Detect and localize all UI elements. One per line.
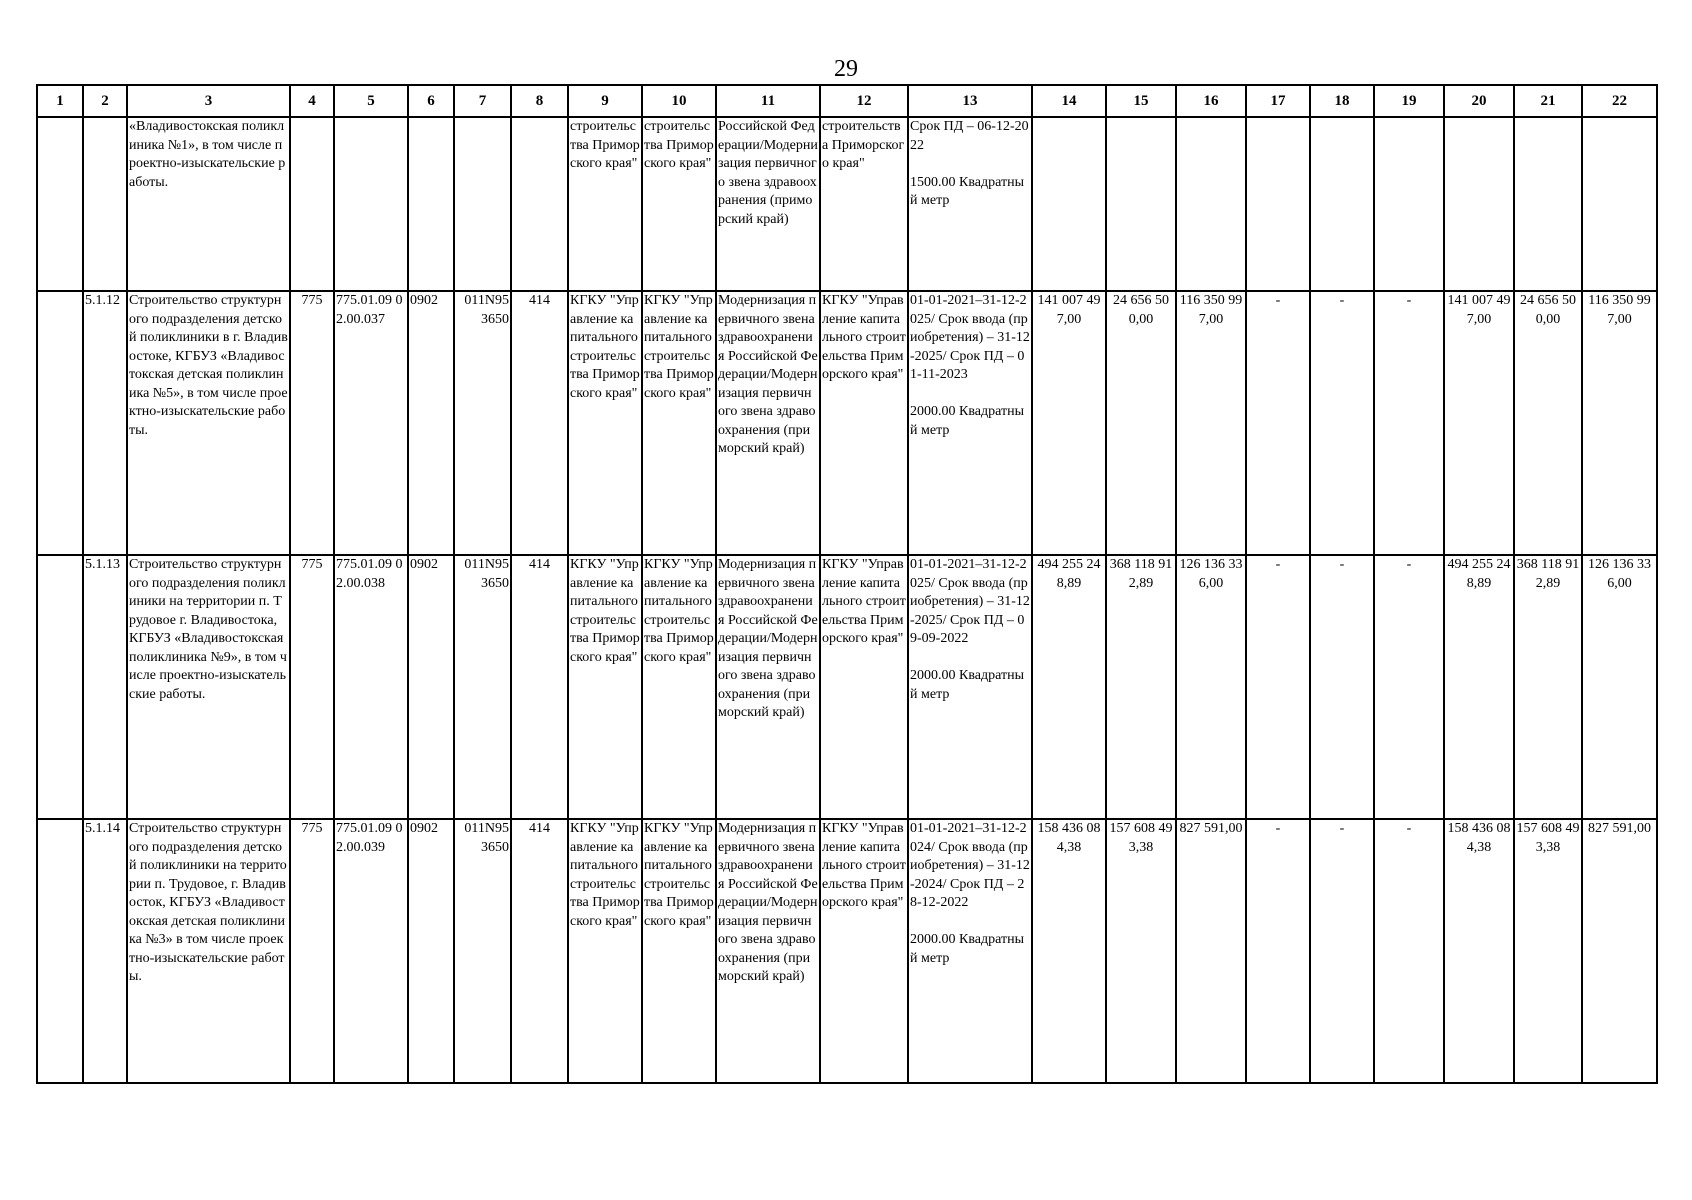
cell-col14: 158 436 084,38: [1032, 819, 1106, 1083]
cell-item-code: 5.1.14: [83, 819, 127, 1083]
cell-col5: [334, 117, 408, 291]
cell-col13: Срок ПД – 06-12-2022 1500.00 Квадратный метр: [908, 117, 1032, 291]
column-header: 8: [511, 85, 568, 117]
cell-col7: 011N95 3650: [454, 555, 511, 819]
cell-col22: [1582, 117, 1657, 291]
cell-col6: [408, 117, 454, 291]
column-header: 12: [820, 85, 908, 117]
cell-col11: Российской Федерации/Модернизация первичного звена здравоохранения (приморский край): [716, 117, 820, 291]
table-row: [37, 291, 1657, 555]
column-header: 16: [1176, 85, 1246, 117]
table-row: [37, 555, 1657, 819]
cell-col13: 01-01-2021–31-12-2025/ Срок ввода (приобретения) – 31-12-2025/ Срок ПД – 09-09-2022 2000.00 Квадратный метр: [908, 555, 1032, 819]
column-header: 1: [37, 85, 83, 117]
cell-object-name: Строительство структурного подразделения детской поликлиники на территории п. Трудовое, г. Владивосток, КГБУЗ «Владивостокская детская поликлиника №3» в том числе проектно-изыскательские работы.: [127, 819, 290, 1083]
table-row: [37, 819, 1657, 1083]
cell-col7: [454, 117, 511, 291]
cell-object-name: «Владивостокская поликлиника №1», в том числе проектно-изыскательские работы.: [127, 117, 290, 291]
cell-col22: 126 136 336,00: [1582, 555, 1657, 819]
cell-col17: -: [1246, 819, 1310, 1083]
cell-col9: КГКУ "Управление капитального строительства Приморского края": [568, 291, 642, 555]
cell-col4: 775: [290, 291, 334, 555]
cell-col16: 827 591,00: [1176, 819, 1246, 1083]
cell-object-name: Строительство структурного подразделения детской поликлиники в г. Владивостоке, КГБУЗ «Владивостокская детская поликлиника №5», в том числе проектно-изыскательские работы.: [127, 291, 290, 555]
cell-col19: -: [1374, 555, 1444, 819]
cell-col20: 141 007 497,00: [1444, 291, 1514, 555]
cell-col20: [1444, 117, 1514, 291]
column-header: 19: [1374, 85, 1444, 117]
cell-col4: 775: [290, 819, 334, 1083]
cell-col14: [1032, 117, 1106, 291]
cell-col5: 775.01.09 02.00.037: [334, 291, 408, 555]
cell-col19: -: [1374, 819, 1444, 1083]
cell-col15: [1106, 117, 1176, 291]
cell-col22: 116 350 997,00: [1582, 291, 1657, 555]
cell-col9: КГКУ "Управление капитального строительства Приморского края": [568, 819, 642, 1083]
cell-col19: [1374, 117, 1444, 291]
cell-col18: -: [1310, 291, 1374, 555]
cell-col8: [511, 117, 568, 291]
column-header: 22: [1582, 85, 1657, 117]
cell-col8: 414: [511, 555, 568, 819]
cell-col16: 116 350 997,00: [1176, 291, 1246, 555]
cell-col15: 368 118 912,89: [1106, 555, 1176, 819]
cell-col12: строительства Приморского края": [820, 117, 908, 291]
cell-num: [37, 117, 83, 291]
cell-col10: строительства Приморского края": [642, 117, 716, 291]
cell-col8: 414: [511, 291, 568, 555]
cell-col18: -: [1310, 819, 1374, 1083]
cell-col14: 141 007 497,00: [1032, 291, 1106, 555]
cell-col10: КГКУ "Управление капитального строительства Приморского края": [642, 555, 716, 819]
cell-col16: [1176, 117, 1246, 291]
cell-col6: 0902: [408, 555, 454, 819]
cell-col12: КГКУ "Управление капитального строительства Приморского края": [820, 291, 908, 555]
cell-col18: [1310, 117, 1374, 291]
table-row: [37, 117, 1657, 291]
cell-col9: КГКУ "Управление капитального строительства Приморского края": [568, 555, 642, 819]
cell-col21: [1514, 117, 1582, 291]
cell-col22: 827 591,00: [1582, 819, 1657, 1083]
column-header: 20: [1444, 85, 1514, 117]
cell-col20: 494 255 248,89: [1444, 555, 1514, 819]
cell-col13: 01-01-2021–31-12-2025/ Срок ввода (приобретения) – 31-12-2025/ Срок ПД – 01-11-2023 2000.00 Квадратный метр: [908, 291, 1032, 555]
cell-col12: КГКУ "Управление капитального строительства Приморского края": [820, 819, 908, 1083]
cell-col21: 368 118 912,89: [1514, 555, 1582, 819]
cell-col11: Модернизация первичного звена здравоохранения Российской Федерации/Модернизация первичного звена здравоохранения (приморский край): [716, 291, 820, 555]
cell-col8: 414: [511, 819, 568, 1083]
cell-col13: 01-01-2021–31-12-2024/ Срок ввода (приобретения) – 31-12-2024/ Срок ПД – 28-12-2022 2000.00 Квадратный метр: [908, 819, 1032, 1083]
cell-col11: Модернизация первичного звена здравоохранения Российской Федерации/Модернизация первичного звена здравоохранения (приморский край): [716, 819, 820, 1083]
column-header: 6: [408, 85, 454, 117]
cell-col7: 011N95 3650: [454, 819, 511, 1083]
column-header: 15: [1106, 85, 1176, 117]
cell-col17: -: [1246, 291, 1310, 555]
column-header: 3: [127, 85, 290, 117]
cell-object-name: Строительство структурного подразделения поликлиники на территории п. Трудовое г. Владивостока, КГБУЗ «Владивостокская поликлиника №9», в том числе проектно-изыскательские работы.: [127, 555, 290, 819]
cell-item-code: 5.1.12: [83, 291, 127, 555]
column-header: 17: [1246, 85, 1310, 117]
cell-col4: 775: [290, 555, 334, 819]
column-header: 10: [642, 85, 716, 117]
cell-col17: -: [1246, 555, 1310, 819]
cell-col16: 126 136 336,00: [1176, 555, 1246, 819]
cell-col5: 775.01.09 02.00.038: [334, 555, 408, 819]
column-header: 9: [568, 85, 642, 117]
cell-col14: 494 255 248,89: [1032, 555, 1106, 819]
table-header-row: [37, 85, 1657, 117]
cell-col21: 24 656 500,00: [1514, 291, 1582, 555]
column-header: 4: [290, 85, 334, 117]
cell-col5: 775.01.09 02.00.039: [334, 819, 408, 1083]
cell-col15: 24 656 500,00: [1106, 291, 1176, 555]
cell-col15: 157 608 493,38: [1106, 819, 1176, 1083]
cell-col21: 157 608 493,38: [1514, 819, 1582, 1083]
cell-col11: Модернизация первичного звена здравоохранения Российской Федерации/Модернизация первичного звена здравоохранения (приморский край): [716, 555, 820, 819]
cell-col12: КГКУ "Управление капитального строительства Приморского края": [820, 555, 908, 819]
cell-col9: строительства Приморского края": [568, 117, 642, 291]
cell-num: [37, 291, 83, 555]
cell-col20: 158 436 084,38: [1444, 819, 1514, 1083]
cell-num: [37, 555, 83, 819]
cell-col18: -: [1310, 555, 1374, 819]
cell-col6: 0902: [408, 291, 454, 555]
cell-col7: 011N95 3650: [454, 291, 511, 555]
column-header: 11: [716, 85, 820, 117]
cell-col10: КГКУ "Управление капитального строительства Приморского края": [642, 819, 716, 1083]
cell-item-code: 5.1.13: [83, 555, 127, 819]
column-header: 2: [83, 85, 127, 117]
budget-table: [36, 84, 1658, 1084]
cell-col10: КГКУ "Управление капитального строительства Приморского края": [642, 291, 716, 555]
cell-col6: 0902: [408, 819, 454, 1083]
page-number: 29: [834, 56, 858, 82]
column-header: 5: [334, 85, 408, 117]
column-header: 18: [1310, 85, 1374, 117]
cell-col17: [1246, 117, 1310, 291]
cell-col19: -: [1374, 291, 1444, 555]
column-header: 7: [454, 85, 511, 117]
column-header: 21: [1514, 85, 1582, 117]
column-header: 13: [908, 85, 1032, 117]
cell-item-code: [83, 117, 127, 291]
cell-num: [37, 819, 83, 1083]
cell-col4: [290, 117, 334, 291]
column-header: 14: [1032, 85, 1106, 117]
